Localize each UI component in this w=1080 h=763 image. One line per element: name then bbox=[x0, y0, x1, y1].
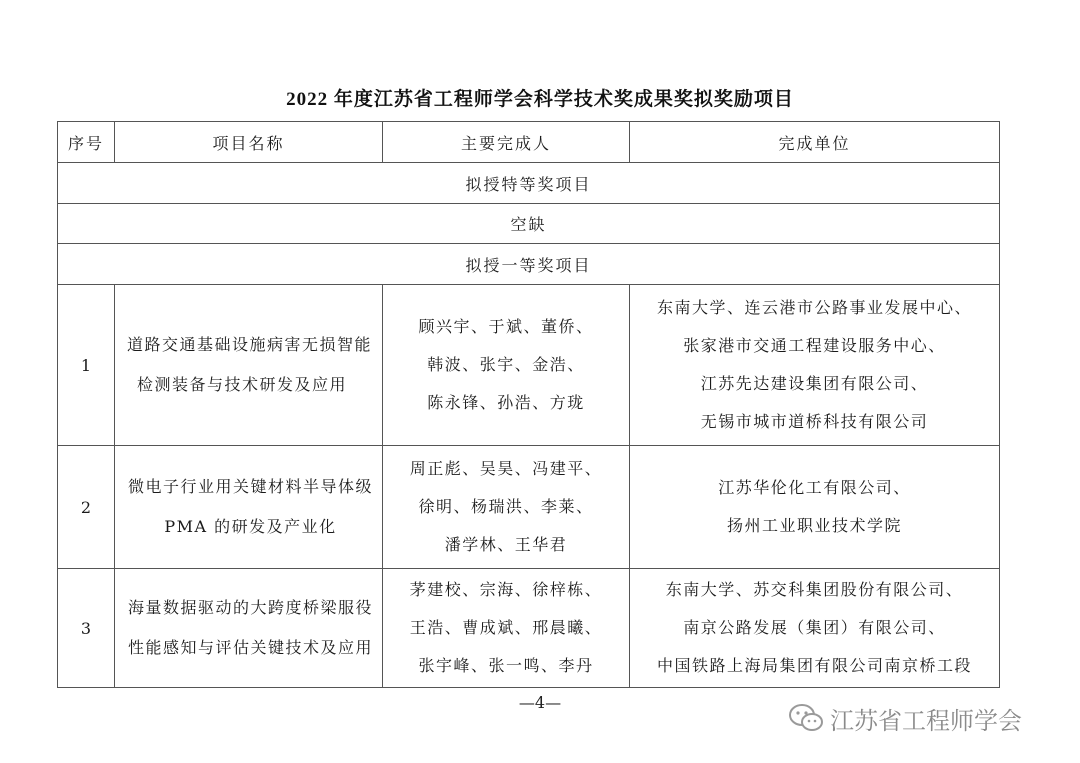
people-line: 徐明、杨瑞洪、李莱、 bbox=[418, 497, 594, 516]
row-serial: 1 bbox=[58, 285, 115, 446]
people-line: 顾兴宇、于斌、董侨、 bbox=[418, 317, 594, 336]
row-units bbox=[630, 446, 1000, 569]
section-label-special: 拟授特等奖项目 bbox=[58, 163, 1000, 204]
unit-line: 江苏先达建设集团有限公司、 bbox=[700, 374, 929, 393]
row-contributors bbox=[383, 569, 630, 688]
header-project-name: 项目名称 bbox=[115, 122, 383, 163]
awards-table bbox=[57, 121, 1000, 688]
page-number: —4— bbox=[518, 693, 562, 712]
wechat-icon bbox=[788, 703, 824, 733]
table-row bbox=[58, 446, 1000, 569]
table-row bbox=[58, 569, 1000, 688]
row-serial: 2 bbox=[58, 446, 115, 569]
unit-line: 南京公路发展（集团）有限公司、 bbox=[683, 618, 946, 637]
row-serial: 3 bbox=[58, 569, 115, 688]
unit-line: 东南大学、苏交科集团股份有限公司、 bbox=[665, 580, 964, 599]
vacant-row bbox=[58, 204, 1000, 244]
name-line: 海量数据驱动的大跨度桥梁服役 bbox=[127, 598, 373, 617]
section-row-first bbox=[58, 244, 1000, 285]
unit-line: 江苏华伦化工有限公司、 bbox=[718, 478, 911, 497]
vacant-label: 空缺 bbox=[58, 204, 1000, 244]
name-line: 性能感知与评估关键技术及应用 bbox=[127, 638, 373, 657]
header-serial: 序号 bbox=[58, 122, 115, 163]
row-units bbox=[630, 569, 1000, 688]
row-contributors bbox=[383, 446, 630, 569]
header-main-contributors: 主要完成人 bbox=[383, 122, 630, 163]
unit-line: 中国铁路上海局集团有限公司南京桥工段 bbox=[656, 656, 972, 675]
row-units bbox=[630, 285, 1000, 446]
row-project-name bbox=[115, 446, 383, 569]
unit-line: 扬州工业职业技术学院 bbox=[726, 516, 902, 535]
people-line: 王浩、曹成斌、邢晨曦、 bbox=[409, 618, 603, 637]
table-row bbox=[58, 285, 1000, 446]
people-line: 陈永锋、孙浩、方珑 bbox=[427, 393, 585, 412]
name-line: 微电子行业用关键材料半导体级 bbox=[127, 477, 373, 496]
people-line: 周正彪、吴昊、冯建平、 bbox=[409, 459, 603, 478]
document-title: 2022 年度江苏省工程师学会科学技术奖成果奖拟奖励项目 bbox=[286, 89, 794, 110]
name-line: 检测装备与技术研发及应用 bbox=[137, 375, 348, 394]
name-line: 道路交通基础设施病害无损智能 bbox=[127, 335, 373, 354]
table-header-row bbox=[58, 122, 1000, 163]
people-line: 韩波、张宇、金浩、 bbox=[427, 355, 585, 374]
people-line: 张宇峰、张一鸣、李丹 bbox=[418, 656, 594, 675]
people-line: 潘学林、王华君 bbox=[444, 535, 568, 554]
section-label-first: 拟授一等奖项目 bbox=[58, 244, 1000, 285]
watermark-text: 江苏省工程师学会 bbox=[830, 706, 1022, 735]
section-row-special bbox=[58, 163, 1000, 204]
name-line: PMA 的研发及产业化 bbox=[164, 517, 337, 536]
row-project-name bbox=[115, 569, 383, 688]
header-units: 完成单位 bbox=[630, 122, 1000, 163]
unit-line: 张家港市交通工程建设服务中心、 bbox=[683, 336, 946, 355]
unit-line: 无锡市城市道桥科技有限公司 bbox=[700, 412, 929, 431]
unit-line: 东南大学、连云港市公路事业发展中心、 bbox=[656, 298, 972, 317]
row-project-name bbox=[115, 285, 383, 446]
row-contributors bbox=[383, 285, 630, 446]
watermark bbox=[788, 698, 1022, 738]
people-line: 茅建校、宗海、徐梓栋、 bbox=[409, 580, 603, 599]
